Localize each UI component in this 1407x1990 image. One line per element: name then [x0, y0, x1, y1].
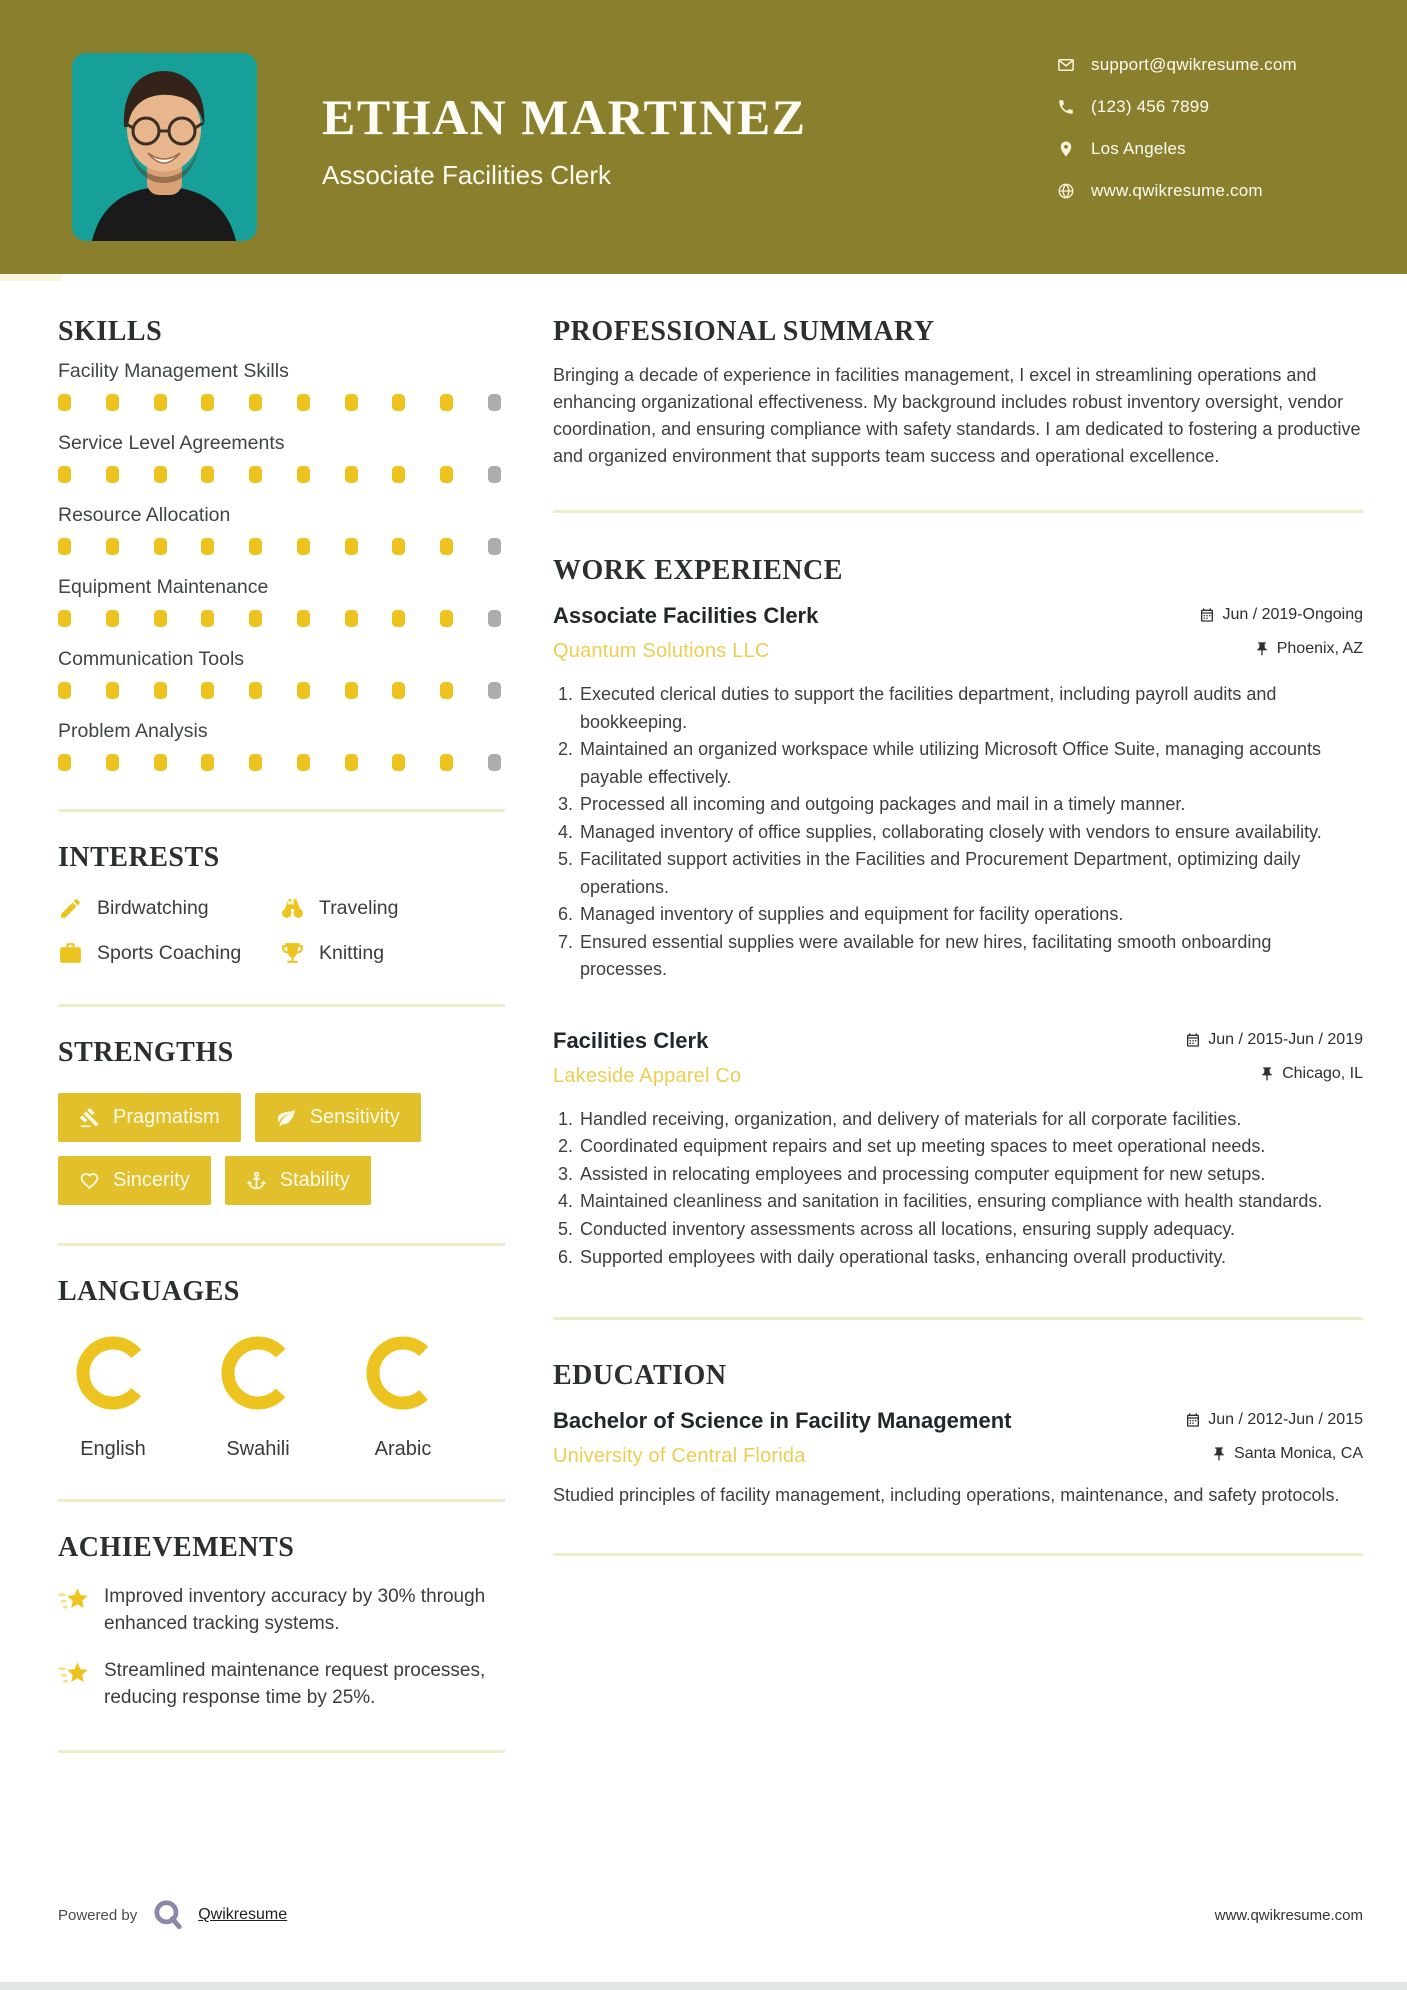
- achievement-text: Improved inventory accuracy by 30% through enhanced tracking systems.: [104, 1586, 486, 1634]
- skill-dot-empty: [488, 754, 501, 771]
- skill-dot-filled: [58, 682, 71, 699]
- language-item: [58, 1334, 168, 1461]
- skill-dot-filled: [249, 466, 262, 483]
- skill-dot-filled: [201, 682, 214, 699]
- skill-dot-filled: [392, 754, 405, 771]
- qwikresume-logo-icon: [151, 1898, 185, 1932]
- divider: [58, 1750, 505, 1753]
- skill-item: [58, 432, 505, 483]
- job-bullet-list: [553, 681, 1363, 984]
- skill-dot-filled: [345, 394, 358, 411]
- skills-list: [58, 360, 505, 771]
- strength-label: Stability: [279, 1169, 350, 1191]
- experience-section: [553, 555, 1363, 1271]
- contact-item[interactable]: [1057, 178, 1297, 203]
- skill-dot-filled: [440, 682, 453, 699]
- contact-text: support@qwikresume.com: [1091, 54, 1297, 74]
- jobs-list: [553, 603, 1363, 1271]
- pushpin-icon: [1211, 1446, 1227, 1462]
- interest-item: [280, 941, 505, 966]
- interests-list: [58, 896, 505, 966]
- skill-dot-filled: [345, 466, 358, 483]
- pencil-icon: [58, 896, 83, 921]
- contact-list: [1057, 52, 1297, 220]
- left-column: [58, 316, 505, 1753]
- skill-dot-filled: [58, 538, 71, 555]
- education-location-text: Santa Monica, CA: [1234, 1445, 1363, 1463]
- strengths-list: [58, 1093, 505, 1205]
- job-bullet: 7. Ensured essential supplies were available for new hires, facilitating smooth onboarding processes.: [578, 929, 1363, 984]
- education-heading: EDUCATION: [553, 1360, 727, 1392]
- achievements-heading: ACHIEVEMENTS: [58, 1532, 295, 1563]
- language-label: English: [80, 1438, 146, 1460]
- person-job-title: Associate Facilities Clerk: [322, 160, 611, 190]
- skill-dot-filled: [106, 466, 119, 483]
- strength-chip: [58, 1156, 211, 1205]
- skill-dot-filled: [154, 754, 167, 771]
- interest-item: [58, 941, 280, 966]
- anchor-icon: [246, 1170, 267, 1191]
- divider: [553, 1553, 1363, 1556]
- achievement-text: Streamlined maintenance request processes, reducing response time by 25%.: [104, 1659, 486, 1708]
- skill-dot-filled: [58, 394, 71, 411]
- skill-dot-filled: [440, 610, 453, 627]
- strength-label: Sincerity: [113, 1169, 190, 1191]
- skill-dot-filled: [297, 538, 310, 555]
- skill-label: Facility Management Skills: [58, 360, 289, 382]
- job-bullet: 3. Assisted in relocating employees and processing computer equipment for new setups.: [578, 1161, 1363, 1189]
- skill-dot-filled: [392, 610, 405, 627]
- school-name: University of Central Florida: [553, 1445, 806, 1468]
- experience-heading: WORK EXPERIENCE: [553, 555, 843, 586]
- divider: [58, 1499, 505, 1502]
- skill-dot-filled: [249, 538, 262, 555]
- language-item: [203, 1334, 313, 1461]
- job-title: Facilities Clerk: [553, 1027, 709, 1053]
- job-bullet: 4. Managed inventory of office supplies, collaborating closely with vendors to ensure availability.: [578, 819, 1363, 847]
- skill-dot-filled: [201, 394, 214, 411]
- skill-dot-filled: [249, 610, 262, 627]
- calendar-icon: [1185, 1032, 1201, 1048]
- achievement-item: [58, 1658, 505, 1712]
- skill-dot-empty: [488, 538, 501, 555]
- job-bullet: 5. Conducted inventory assessments across all locations, ensuring supply adequacy.: [578, 1216, 1363, 1244]
- skill-dot-filled: [58, 610, 71, 627]
- skill-dot-filled: [249, 682, 262, 699]
- job-location: [1254, 640, 1363, 658]
- language-item: [348, 1334, 458, 1461]
- skill-dot-filled: [440, 754, 453, 771]
- interest-item: [280, 896, 505, 921]
- briefcase-icon: [58, 941, 83, 966]
- skill-dot-filled: [201, 610, 214, 627]
- education-entry: [553, 1408, 1363, 1509]
- leaf-icon: [276, 1107, 297, 1128]
- job-company-row: [553, 640, 1363, 663]
- achievements-list: [58, 1584, 505, 1712]
- pin-icon: [1057, 140, 1075, 158]
- job-bullet: 1. Handled receiving, organization, and delivery of materials for all corporate facilities.: [578, 1106, 1363, 1134]
- skill-dot-filled: [345, 754, 358, 771]
- skill-label: Problem Analysis: [58, 720, 208, 742]
- skill-dot-filled: [297, 682, 310, 699]
- strength-chip: [58, 1093, 241, 1142]
- skill-dot-filled: [297, 610, 310, 627]
- job-bullet: 6. Supported employees with daily operational tasks, enhancing overall productivity.: [578, 1244, 1363, 1272]
- skill-item: [58, 504, 505, 555]
- skill-label: Equipment Maintenance: [58, 576, 269, 598]
- binoculars-icon: [280, 896, 305, 921]
- languages-heading: LANGUAGES: [58, 1276, 240, 1307]
- job-location: [1259, 1065, 1363, 1083]
- languages-section: [58, 1276, 505, 1461]
- job-date-text: Jun / 2019-Ongoing: [1222, 606, 1363, 623]
- job-date-text: Jun / 2015-Jun / 2019: [1208, 1030, 1363, 1048]
- education-description: Studied principles of facility management, including operations, maintenance, and safety protocols.: [553, 1485, 1340, 1506]
- skill-dot-filled: [249, 394, 262, 411]
- job-entry: [553, 1028, 1363, 1271]
- skill-dot-filled: [440, 466, 453, 483]
- divider: [58, 1243, 505, 1246]
- skill-dot-empty: [488, 466, 501, 483]
- skill-dot-filled: [154, 394, 167, 411]
- job-header-row: [553, 603, 1363, 629]
- skill-dot-empty: [488, 394, 501, 411]
- contact-item[interactable]: [1057, 52, 1297, 77]
- contact-item[interactable]: [1057, 94, 1297, 119]
- globe-icon: [1057, 182, 1075, 200]
- strengths-section: [58, 1037, 505, 1205]
- skill-label: Service Level Agreements: [58, 432, 285, 454]
- skill-dot-filled: [201, 754, 214, 771]
- pushpin-icon: [1259, 1066, 1275, 1082]
- header-tab: [0, 274, 62, 281]
- job-bullet: 1. Executed clerical duties to support the facilities department, including payroll audits and bookkeeping.: [578, 681, 1363, 736]
- header: [0, 0, 1407, 274]
- strength-label: Pragmatism: [113, 1106, 220, 1128]
- strengths-heading: STRENGTHS: [58, 1037, 234, 1068]
- skill-dot-filled: [106, 754, 119, 771]
- phone-icon: [1057, 98, 1075, 116]
- education-section: [553, 1360, 1363, 1509]
- job-bullet: 2. Maintained an organized workspace while utilizing Microsoft Office Suite, managing accounts payable effectively.: [578, 736, 1363, 791]
- achievements-section: [58, 1532, 505, 1712]
- job-header-row: [553, 1028, 1363, 1054]
- job-date: [1199, 606, 1363, 624]
- job-bullet: 4. Maintained cleanliness and sanitation in facilities, ensuring compliance with health standards.: [578, 1188, 1363, 1216]
- achievement-item: [58, 1584, 505, 1638]
- skill-level-dots: [58, 538, 501, 555]
- skill-item: [58, 720, 505, 771]
- skill-dot-filled: [249, 754, 262, 771]
- language-label: Arabic: [374, 1438, 432, 1460]
- job-location-text: Phoenix, AZ: [1276, 640, 1363, 657]
- skill-dot-filled: [440, 538, 453, 555]
- shooting-star-icon: [58, 1586, 90, 1614]
- skill-label: Communication Tools: [58, 648, 245, 670]
- skill-dot-filled: [106, 538, 119, 555]
- job-title: Associate Facilities Clerk: [553, 603, 819, 628]
- skill-dot-empty: [488, 610, 501, 627]
- language-level-arc: [203, 1334, 313, 1412]
- job-location-text: Chicago, IL: [1282, 1064, 1363, 1082]
- heart-icon: [79, 1170, 100, 1191]
- shooting-star-icon: [58, 1660, 90, 1688]
- job-date: [1185, 1031, 1363, 1049]
- calendar-icon: [1199, 607, 1215, 623]
- skill-dot-filled: [345, 538, 358, 555]
- skill-dot-filled: [154, 466, 167, 483]
- contact-text: (123) 456 7899: [1091, 96, 1210, 116]
- skill-dot-filled: [297, 466, 310, 483]
- skill-dot-filled: [392, 394, 405, 411]
- skill-level-dots: [58, 394, 501, 411]
- skill-dot-filled: [58, 466, 71, 483]
- skill-level-dots: [58, 610, 501, 627]
- powered-by-label: Powered by: [58, 1906, 138, 1924]
- skills-heading: SKILLS: [58, 316, 163, 347]
- skill-dot-filled: [58, 754, 71, 771]
- identity-block: [322, 88, 807, 191]
- language-label: Swahili: [226, 1438, 290, 1460]
- job-bullet: 3. Processed all incoming and outgoing packages and mail in a timely manner.: [578, 791, 1363, 819]
- skill-dot-filled: [345, 610, 358, 627]
- skill-dot-empty: [488, 682, 501, 699]
- skill-level-dots: [58, 754, 501, 771]
- interest-label: Traveling: [319, 897, 399, 919]
- contact-text: www.qwikresume.com: [1091, 180, 1263, 200]
- strength-label: Sensitivity: [309, 1106, 400, 1128]
- job-company-row: [553, 1065, 1363, 1088]
- skill-dot-filled: [440, 394, 453, 411]
- skill-item: [58, 360, 505, 411]
- skill-dot-filled: [106, 394, 119, 411]
- languages-list: [58, 1334, 505, 1461]
- interest-label: Sports Coaching: [97, 942, 242, 964]
- skills-section: [58, 316, 505, 771]
- envelope-icon: [1057, 56, 1075, 74]
- language-level-arc: [58, 1334, 168, 1412]
- divider: [553, 510, 1363, 513]
- summary-section: [553, 316, 1363, 470]
- contact-item: [1057, 136, 1297, 161]
- skill-dot-filled: [201, 538, 214, 555]
- interest-item: [58, 896, 280, 921]
- job-entry: [553, 603, 1363, 984]
- skill-item: [58, 576, 505, 627]
- interest-label: Knitting: [319, 942, 385, 964]
- divider: [58, 1004, 505, 1007]
- skill-dot-filled: [345, 682, 358, 699]
- trophy-icon: [280, 941, 305, 966]
- footer-branding: [58, 1898, 287, 1932]
- skill-dot-filled: [392, 682, 405, 699]
- skill-dot-filled: [297, 394, 310, 411]
- skill-dot-filled: [201, 466, 214, 483]
- skill-dot-filled: [392, 538, 405, 555]
- summary-text: Bringing a decade of experience in facilities management, I excel in streamlining operations and enhancing organizational effectiveness. My background includes robust inventory oversight, vendor coordination, and ensuring compliance with safety standards. I am dedicated to fostering a productive and organized environment that supports team success and operational excellence.: [553, 365, 1361, 466]
- skill-dot-filled: [154, 610, 167, 627]
- portrait-image: [72, 53, 257, 241]
- strength-chip: [255, 1093, 421, 1142]
- skill-level-dots: [58, 466, 501, 483]
- interest-label: Birdwatching: [97, 897, 209, 919]
- language-level-arc: [348, 1334, 458, 1412]
- person-name: ETHAN MARTINEZ: [322, 89, 807, 145]
- skill-dot-filled: [154, 682, 167, 699]
- job-bullet: 2. Coordinated equipment repairs and set up meeting spaces to meet operational needs.: [578, 1133, 1363, 1161]
- interests-section: [58, 842, 505, 966]
- company-name: Lakeside Apparel Co: [553, 1064, 742, 1087]
- profile-photo: [72, 53, 257, 241]
- education-date: [1185, 1411, 1363, 1429]
- skill-item: [58, 648, 505, 699]
- job-bullet: 5. Facilitated support activities in the Facilities and Procurement Department, optimizing daily operations.: [578, 846, 1363, 901]
- skill-dot-filled: [106, 610, 119, 627]
- footer: [58, 1898, 1363, 1932]
- company-name: Quantum Solutions LLC: [553, 640, 770, 662]
- skill-dot-filled: [106, 682, 119, 699]
- footer-site-link[interactable]: www.qwikresume.com: [1214, 1906, 1363, 1924]
- summary-heading: PROFESSIONAL SUMMARY: [553, 316, 935, 347]
- contact-text: Los Angeles: [1091, 138, 1186, 158]
- gavel-icon: [79, 1107, 100, 1128]
- qwikresume-link[interactable]: Qwikresume: [198, 1906, 288, 1923]
- job-bullet: 6. Managed inventory of supplies and equipment for facility operations.: [578, 901, 1363, 929]
- degree-title: Bachelor of Science in Facility Management: [553, 1408, 1012, 1434]
- job-bullet-list: [553, 1106, 1363, 1271]
- right-column: [553, 316, 1363, 1556]
- skill-dot-filled: [297, 754, 310, 771]
- bottom-strip: [0, 1982, 1407, 1990]
- divider: [553, 1317, 1363, 1320]
- pushpin-icon: [1254, 641, 1270, 657]
- education-location: [1211, 1445, 1363, 1463]
- interests-heading: INTERESTS: [58, 842, 220, 873]
- skill-dot-filled: [392, 466, 405, 483]
- skill-dot-filled: [154, 538, 167, 555]
- education-date-text: Jun / 2012-Jun / 2015: [1208, 1411, 1363, 1429]
- skill-level-dots: [58, 682, 501, 699]
- calendar-icon: [1185, 1412, 1201, 1428]
- skill-label: Resource Allocation: [58, 504, 231, 526]
- strength-chip: [225, 1156, 371, 1205]
- divider: [58, 809, 505, 812]
